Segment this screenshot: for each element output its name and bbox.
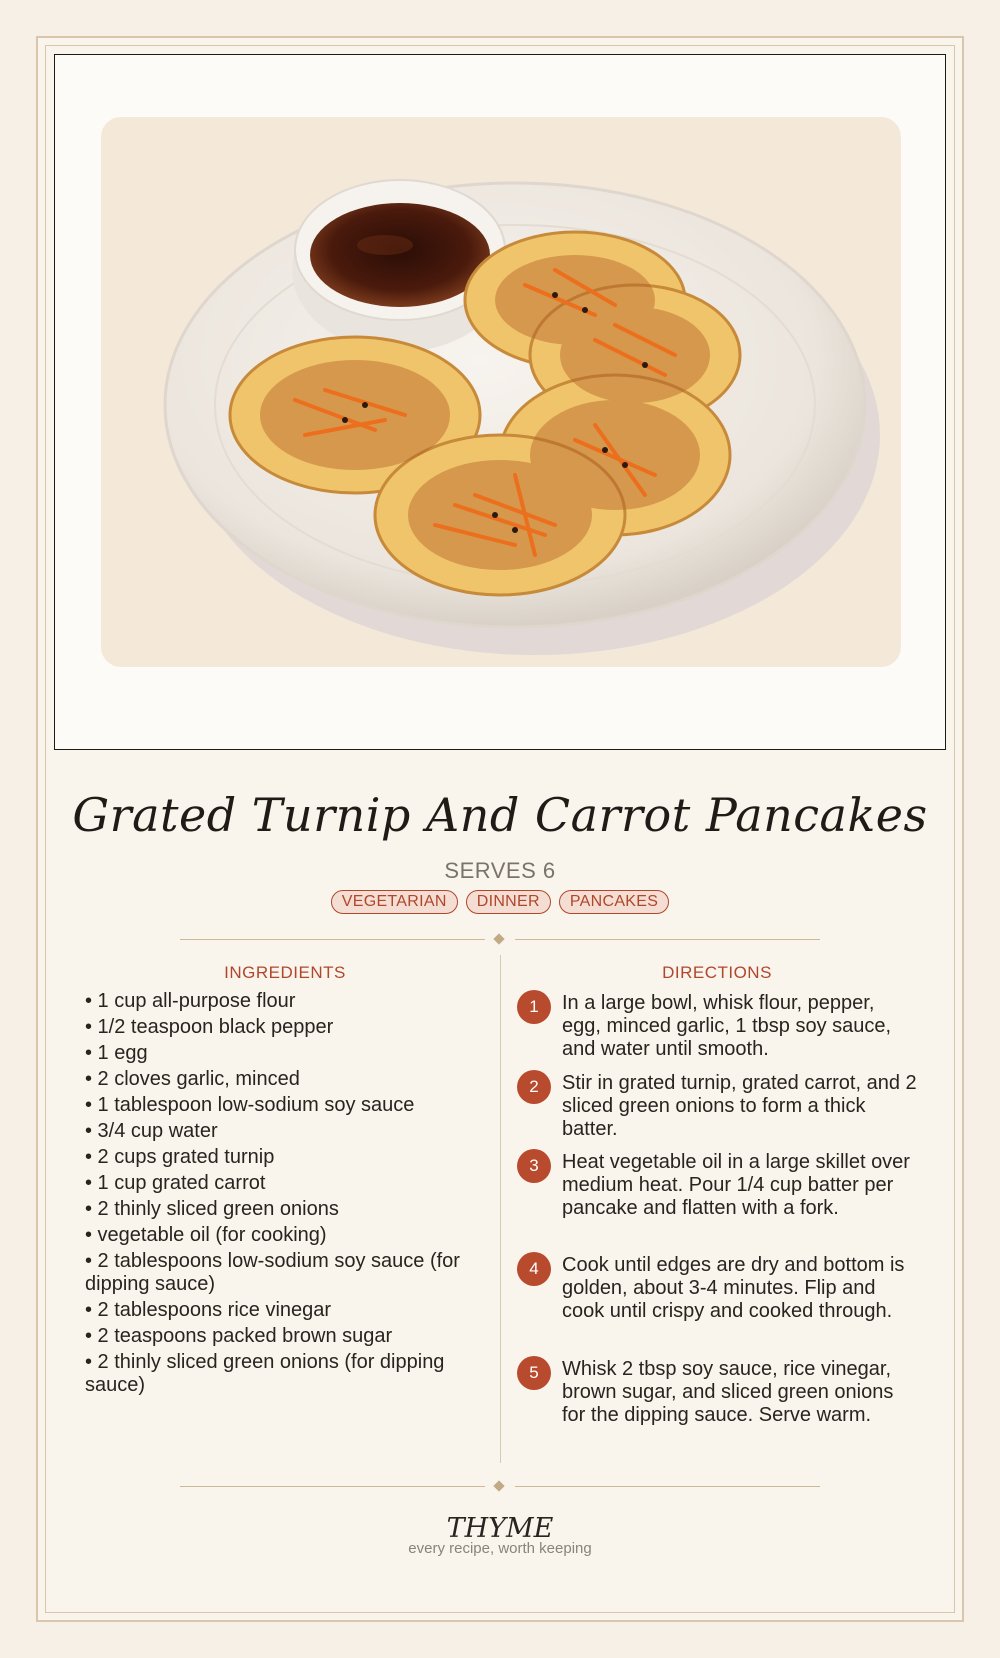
ingredient-item: • 3/4 cup water bbox=[85, 1120, 218, 1142]
brand-tagline: every recipe, worth keeping bbox=[408, 1540, 592, 1557]
step-number: 1 bbox=[517, 990, 551, 1024]
ingredient-item: • 1/2 teaspoon black pepper bbox=[85, 1016, 334, 1038]
recipe-title: Grated Turnip And Carrot Pancakes bbox=[72, 788, 928, 842]
bottom-divider bbox=[180, 1481, 820, 1493]
ingredient-item: • 1 cup grated carrot bbox=[85, 1172, 266, 1194]
step-number: 5 bbox=[517, 1356, 551, 1390]
divider-diamond-icon bbox=[493, 933, 504, 944]
ingredients-list bbox=[85, 990, 485, 1400]
ingredient-item: • 2 tablespoons low-sodium soy sauce (for dipping sauce) bbox=[85, 1250, 460, 1295]
column-divider bbox=[500, 955, 501, 1463]
divider-diamond-icon bbox=[493, 1480, 504, 1491]
ingredient-item: • vegetable oil (for cooking) bbox=[85, 1224, 327, 1246]
step-number: 3 bbox=[517, 1149, 551, 1183]
top-divider bbox=[180, 934, 820, 946]
recipe-photo bbox=[54, 54, 946, 750]
ingredient-item: • 1 tablespoon low-sodium soy sauce bbox=[85, 1094, 415, 1116]
ingredient-item: • 1 cup all-purpose flour bbox=[85, 990, 296, 1012]
tag-list bbox=[0, 890, 1000, 914]
step-text: Stir in grated turnip, grated carrot, and 2 sliced green onions to form a thick batter. bbox=[562, 1072, 917, 1140]
ingredient-item: • 2 thinly sliced green onions bbox=[85, 1198, 339, 1220]
ingredients-heading: INGREDIENTS bbox=[224, 963, 346, 982]
step-text: Whisk 2 tbsp soy sauce, rice vinegar, brown sugar, and sliced green onions for the dipping sauce. Serve warm. bbox=[562, 1358, 894, 1426]
tag-vegetarian[interactable]: VEGETARIAN bbox=[331, 890, 458, 914]
ingredient-item: • 2 teaspoons packed brown sugar bbox=[85, 1325, 393, 1347]
ingredient-item: • 2 thinly sliced green onions (for dipping sauce) bbox=[85, 1351, 445, 1396]
step-text: Heat vegetable oil in a large skillet over medium heat. Pour 1/4 cup batter per pancake and flatten with a fork. bbox=[562, 1151, 910, 1219]
step-number: 4 bbox=[517, 1252, 551, 1286]
tag-dinner[interactable]: DINNER bbox=[466, 890, 551, 914]
tag-pancakes[interactable]: PANCAKES bbox=[559, 890, 669, 914]
step-text: In a large bowl, whisk flour, pepper, egg, minced garlic, 1 tbsp soy sauce, and water until smooth. bbox=[562, 992, 892, 1060]
serves-count: SERVES 6 bbox=[444, 858, 556, 883]
brand-logo: THYME bbox=[446, 1513, 554, 1544]
ingredient-item: • 2 cloves garlic, minced bbox=[85, 1068, 300, 1090]
ingredient-item: • 1 egg bbox=[85, 1042, 148, 1064]
ingredient-item: • 2 tablespoons rice vinegar bbox=[85, 1299, 332, 1321]
ingredient-item: • 2 cups grated turnip bbox=[85, 1146, 275, 1168]
pancakes-illustration bbox=[55, 55, 946, 750]
step-text: Cook until edges are dry and bottom is golden, about 3-4 minutes. Flip and cook until crispy and cooked through. bbox=[562, 1254, 905, 1322]
directions-heading: DIRECTIONS bbox=[662, 963, 772, 982]
step-number: 2 bbox=[517, 1070, 551, 1104]
